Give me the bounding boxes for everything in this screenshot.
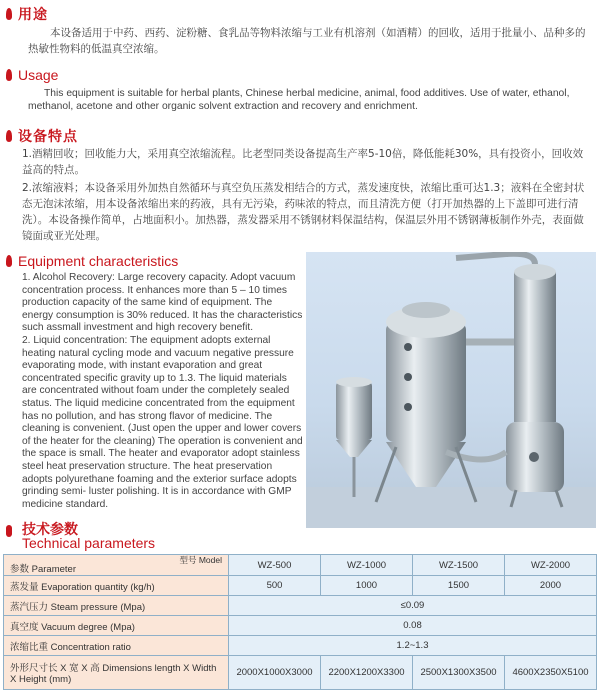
usage-en-heading: Usage [6,67,58,83]
evaporation-value: 500 [229,576,321,596]
model-param-header-cell [4,555,229,576]
param-header-label: 参数 Parameter [10,564,76,575]
usage-cn-text: 本设备适用于中药、西药、淀粉糖、食乳品等物料浓缩与工业有机溶剂（如酒精）的回收，适用于批量小、品种多的热敏性物料的低温真空浓缩。 [28,27,586,55]
table-row [4,636,597,656]
section-bullet-icon [6,255,12,267]
steam-pressure-label: 蒸汽压力 Steam pressure (Mpa) [4,596,229,616]
dimensions-value: 2500X1300X3500 [413,656,505,690]
concentration-ratio-value: 1.2~1.3 [229,636,597,656]
features-cn-item-2: 2.浓缩液料；本设备采用外加热自然循环与真空负压蒸发相结合的方式，蒸发速度快，浓缩比重可达1.3；液料在全密封状态无泡沫浓缩，用本设备浓缩出来的药液，具有无污染，药味浓的特点，而且清洗方便（打开加热器的上下盖即可进行清洗）。本设备操作简单，占地面积小。加热器，蒸发器采用不锈钢材料保温结构，保温层外用不锈钢薄板制作外壳，表面做镜面或亚光处理。 [22,182,585,242]
section-bullet-icon [6,130,12,142]
dimensions-value: 4600X2350X5100 [505,656,597,690]
model-cell: WZ-1000 [321,555,413,576]
tech-en-heading: Technical parameters [22,535,156,551]
steam-pressure-value: ≤0.09 [229,596,597,616]
tech-cn-heading: 技术参数 [22,522,78,538]
section-bullet-icon [6,525,12,537]
model-cell: WZ-500 [229,555,321,576]
evaporation-label: 蒸发量 Evaporation quantity (kg/h) [4,576,229,596]
evaporator-illustration [306,252,596,528]
features-en-item-2: 2. Liquid concentration: The equipment adopts external heating natural cycling mode and vacuum negative pressure evaporating mode, with instant evaporation and great concentrated specific gravity up to 1.3. The liquid materials are concentrated without foam under the completely sealed status. The liquid medicine concentrated from the equipment has no pollution, and has strong flavor of medicine. The cleaning is convenient. (Just open the upper and lower covers of the heater for the cleaning) The operation is convenient and the space is small. The heater and evaporator adopt stainless steel heat preservation structure. The heat preservation adopts polyurethane foaming and the exterior surface adopts grinding semi- luster polishing. It is in accordance with GMP medicine standard. [22,335,303,510]
dimensions-label: 外形尺寸长 X 宽 X 高 Dimensions length X Width X Height (mm) [4,656,229,690]
model-cell: WZ-2000 [505,555,597,576]
table-row [4,576,597,596]
section-bullet-icon [6,69,12,81]
equipment-photo [306,252,596,528]
concentration-ratio-label: 浓缩比重 Concentration ratio [4,636,229,656]
vacuum-degree-label: 真空度 Vacuum degree (Mpa) [4,616,229,636]
table-row [4,596,597,616]
table-row [4,656,597,690]
spec-table [3,554,597,690]
table-row [4,555,597,576]
features-cn-item-1: 1.酒精回收；回收能力大，采用真空浓缩流程。比老型同类设备提高生产率5-10倍，降低能耗30%，具有投资小，回收效益高的特点。 [22,148,584,176]
vacuum-degree-value: 0.08 [229,616,597,636]
table-row [4,616,597,636]
features-cn-heading: 设备特点 [6,126,78,146]
features-en-heading: Equipment characteristics [6,253,178,269]
usage-en-text: This equipment is suitable for herbal plants, Chinese herbal medicine, animal, food additives. Use of water, ethanol, methanol, acetone and other organic solvent extraction and recovery and enrichment. [28,88,570,112]
evaporation-value: 2000 [505,576,597,596]
dimensions-value: 2200X1200X3300 [321,656,413,690]
features-en-item-1: 1. Alcohol Recovery: Large recovery capacity. Adopt vacuum concentration process. It enhances more than 5 – 10 times production capacity of the same kind of equipment. The energy consumption is 30% reduced. It has the characteristics such assmall investment and high recovery benefit. [22,272,303,334]
evaporation-value: 1500 [413,576,505,596]
dimensions-value: 2000X1000X3000 [229,656,321,690]
model-header-label: 型号 Model [179,555,222,565]
model-cell: WZ-1500 [413,555,505,576]
section-bullet-icon [6,8,12,20]
evaporation-value: 1000 [321,576,413,596]
usage-cn-heading: 用途 [6,4,48,24]
